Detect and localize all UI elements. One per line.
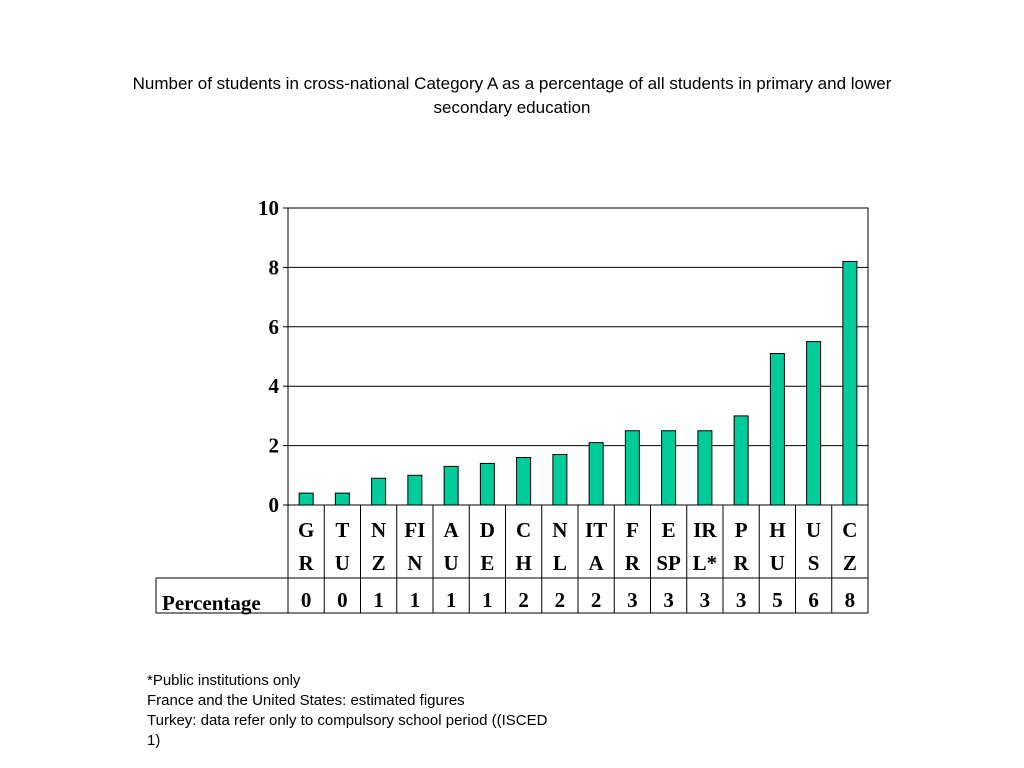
- y-tick-label: 2: [268, 433, 279, 458]
- category-label: N: [371, 518, 387, 542]
- bar: [299, 493, 313, 505]
- category-label: E: [661, 518, 676, 542]
- data-label: 1: [373, 588, 384, 612]
- category-label: N: [552, 518, 568, 542]
- bar: [335, 493, 349, 505]
- y-tick-label: 6: [268, 314, 279, 339]
- category-label: H: [769, 518, 786, 542]
- category-label: S: [807, 551, 820, 575]
- category-label: A: [443, 518, 459, 542]
- category-label: D: [479, 518, 495, 542]
- category-label: Z: [371, 551, 386, 575]
- data-label: 3: [699, 588, 711, 612]
- data-label: 3: [663, 588, 674, 612]
- bar: [734, 416, 748, 505]
- category-label: A: [588, 551, 604, 575]
- category-label: H: [515, 551, 532, 575]
- bar: [662, 431, 676, 505]
- data-label: 3: [735, 588, 747, 612]
- footnote-line: France and the United States: estimated figures: [147, 692, 465, 709]
- data-label: 0: [300, 588, 312, 612]
- axis-layer: [258, 196, 288, 517]
- y-tick-label: 8: [268, 255, 279, 280]
- category-label: R: [624, 551, 640, 575]
- footnote-line: *Public institutions only: [147, 672, 301, 689]
- bar: [444, 466, 458, 505]
- data-table: [156, 505, 868, 615]
- bar: [553, 455, 567, 505]
- data-label: 0: [337, 588, 348, 612]
- data-label: 2: [518, 588, 529, 612]
- bar: [625, 431, 639, 505]
- row-label: Percentage: [162, 591, 261, 615]
- bar: [589, 443, 603, 505]
- category-label: SP: [656, 551, 681, 575]
- category-label: C: [516, 518, 532, 542]
- category-label: C: [842, 518, 858, 542]
- bar: [517, 457, 531, 505]
- footnote-line: 1): [147, 732, 161, 749]
- category-label: N: [407, 551, 423, 575]
- category-label: U: [334, 551, 350, 575]
- data-label: 1: [482, 588, 493, 612]
- bar: [480, 463, 494, 505]
- category-label: G: [297, 518, 315, 542]
- chart-title: Number of students in cross-national Category A as a percentage of all students in primary and lower secondary education: [132, 74, 892, 117]
- category-label: L*: [692, 551, 718, 575]
- bar: [843, 261, 857, 505]
- y-tick-label: 10: [258, 196, 279, 220]
- category-label: U: [806, 518, 822, 542]
- category-label: U: [769, 551, 785, 575]
- data-label: 1: [409, 588, 421, 612]
- data-label: 5: [772, 588, 783, 612]
- data-label: 8: [844, 588, 856, 612]
- category-label: FI: [404, 518, 426, 542]
- bar: [372, 478, 386, 505]
- category-label: R: [733, 551, 749, 575]
- data-label: 6: [808, 588, 819, 612]
- data-label: 1: [445, 588, 457, 612]
- bar: [698, 431, 712, 505]
- data-label: 3: [627, 588, 638, 612]
- category-label: Z: [842, 551, 857, 575]
- footnote-line: Turkey: data refer only to compulsory school period ((ISCED: [147, 712, 548, 729]
- footnotes: [147, 671, 617, 751]
- bar: [807, 342, 821, 505]
- category-label: F: [625, 518, 639, 542]
- category-label: T: [335, 518, 350, 542]
- data-label: 2: [554, 588, 566, 612]
- category-label: IT: [585, 518, 608, 542]
- category-label: P: [734, 518, 748, 542]
- y-tick-label: 4: [268, 374, 279, 399]
- category-label: L: [552, 551, 567, 575]
- bar: [408, 475, 422, 505]
- category-label: E: [480, 551, 495, 575]
- category-label: IR: [693, 518, 717, 542]
- y-tick-label: 0: [268, 493, 279, 517]
- bar: [770, 354, 784, 505]
- category-label: R: [298, 551, 314, 575]
- data-label: 2: [590, 588, 602, 612]
- category-label: U: [443, 551, 459, 575]
